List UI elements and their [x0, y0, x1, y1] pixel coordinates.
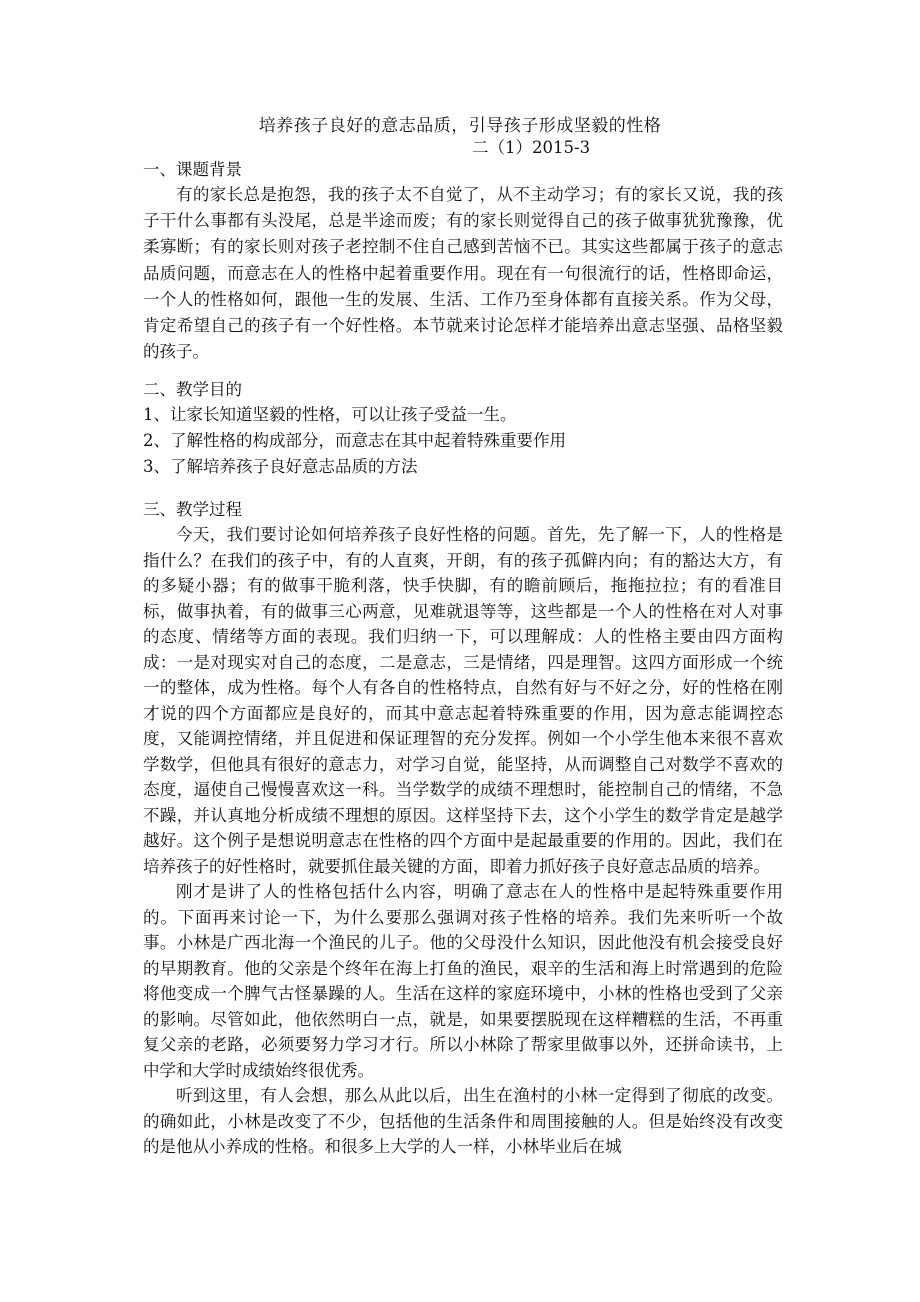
paragraph: 听到这里，有人会想，那么从此以后，出生在渔村的小林一定得到了彻底的改变。的确如此，小林是改变了不少，包括他的生活条件和周围接触的人。但是始终没有改变的是他从小养成的性格。和很多上大学的人一样，小林毕业后在城 [143, 1086, 783, 1156]
section-heading: 一、课题背景 [143, 160, 242, 179]
section-process [143, 498, 783, 1160]
paragraph: 今天，我们要讨论如何培养孩子良好性格的问题。首先，先了解一下，人的性格是指什么？在我们的孩子中，有的人直爽，开朗，有的孩子孤僻内向；有的豁达大方，有的多疑小器；有的做事干脆利落，快手快脚，有的瞻前顾后，拖拖拉拉；有的看准目标，做事执着，有的做事三心两意，见难就退等等，这些都是一个人的性格在对人对事的态度、情绪等方面的表现。我们归纳一下，可以理解成：人的性格主要由四方面构成：一是对现实对自己的态度，二是意志，三是情绪，四是理智。这四方面形成一个统一的整体，成为性格。每个人有各自的性格特点，自然有好与不好之分，好的性格在刚才说的四个方面都应是良好的，而其中意志起着特殊重要的作用，因为意志能调控态度，又能调控情绪，并且促进和保证理智的充分发挥。例如一个小学生他本来很不喜欢学数学，但他具有很好的意志力，对学习自觉，能坚持，从而调整自己对数学不喜欢的态度，逼使自己慢慢喜欢这一科。当学数学的成绩不理想时，能控制自己的情绪，不急不躁，并认真地分析成绩不理想的原因。这样坚持下去，这个小学生的数学肯定是越学越好。这个例子是想说明意志在性格的四个方面中是起最重要的作用的。因此，我们在培养孩子的好性格时，就要抓住最关键的方面，即着力抓好孩子良好意志品质的培养。 [143, 525, 783, 876]
section-background [143, 158, 783, 365]
document-subtitle: 二（1）2015-3 [472, 138, 591, 157]
section-heading: 三、教学过程 [143, 500, 242, 519]
section-objectives [143, 378, 783, 480]
list-item: 3、了解培养孩子良好意志品质的方法 [143, 457, 418, 476]
section-heading: 二、教学目的 [143, 380, 242, 399]
paragraph: 有的家长总是抱怨，我的孩子太不自觉了，从不主动学习；有的家长又说，我的孩子干什么事都有头没尾，总是半途而废；有的家长则觉得自己的孩子做事犹犹豫豫，优柔寡断；有的家长则对孩子老控制不住自己感到苦恼不已。其实这些都属于孩子的意志品质问题，而意志在人的性格中起着重要作用。现在有一句很流行的话，性格即命运，一个人的性格如何，跟他一生的发展、生活、工作乃至身体都有直接关系。作为父母，肯定希望自己的孩子有一个好性格。本节就来讨论怎样才能培养出意志坚强、品格坚毅的孩子。 [143, 185, 783, 362]
list-item: 2、了解性格的构成部分，而意志在其中起着特殊重要作用 [143, 431, 566, 450]
paragraph: 刚才是讲了人的性格包括什么内容，明确了意志在人的性格中是起特殊重要作用的。下面再来讨论一下，为什么要那么强调对孩子性格的培养。我们先来听听一个故事。小林是广西北海一个渔民的儿子。他的父母没什么知识，因此他没有机会接受良好的早期教育。他的父亲是个终年在海上打鱼的渔民，艰辛的生活和海上时常遇到的危险将他变成一个脾气古怪暴躁的人。生活在这样的家庭环境中，小林的性格也受到了父亲的影响。尽管如此，他依然明白一点，就是，如果要摆脱现在这样糟糕的生活，不再重复父亲的老路，必须要努力学习才行。所以小林除了帮家里做事以外，还拼命读书，上中学和大学时成绩始终很优秀。 [143, 882, 783, 1080]
document-title: 培养孩子良好的意志品质，引导孩子形成坚毅的性格 [258, 116, 662, 136]
list-item: 1、让家长知道坚毅的性格，可以让孩子受益一生。 [143, 405, 517, 424]
